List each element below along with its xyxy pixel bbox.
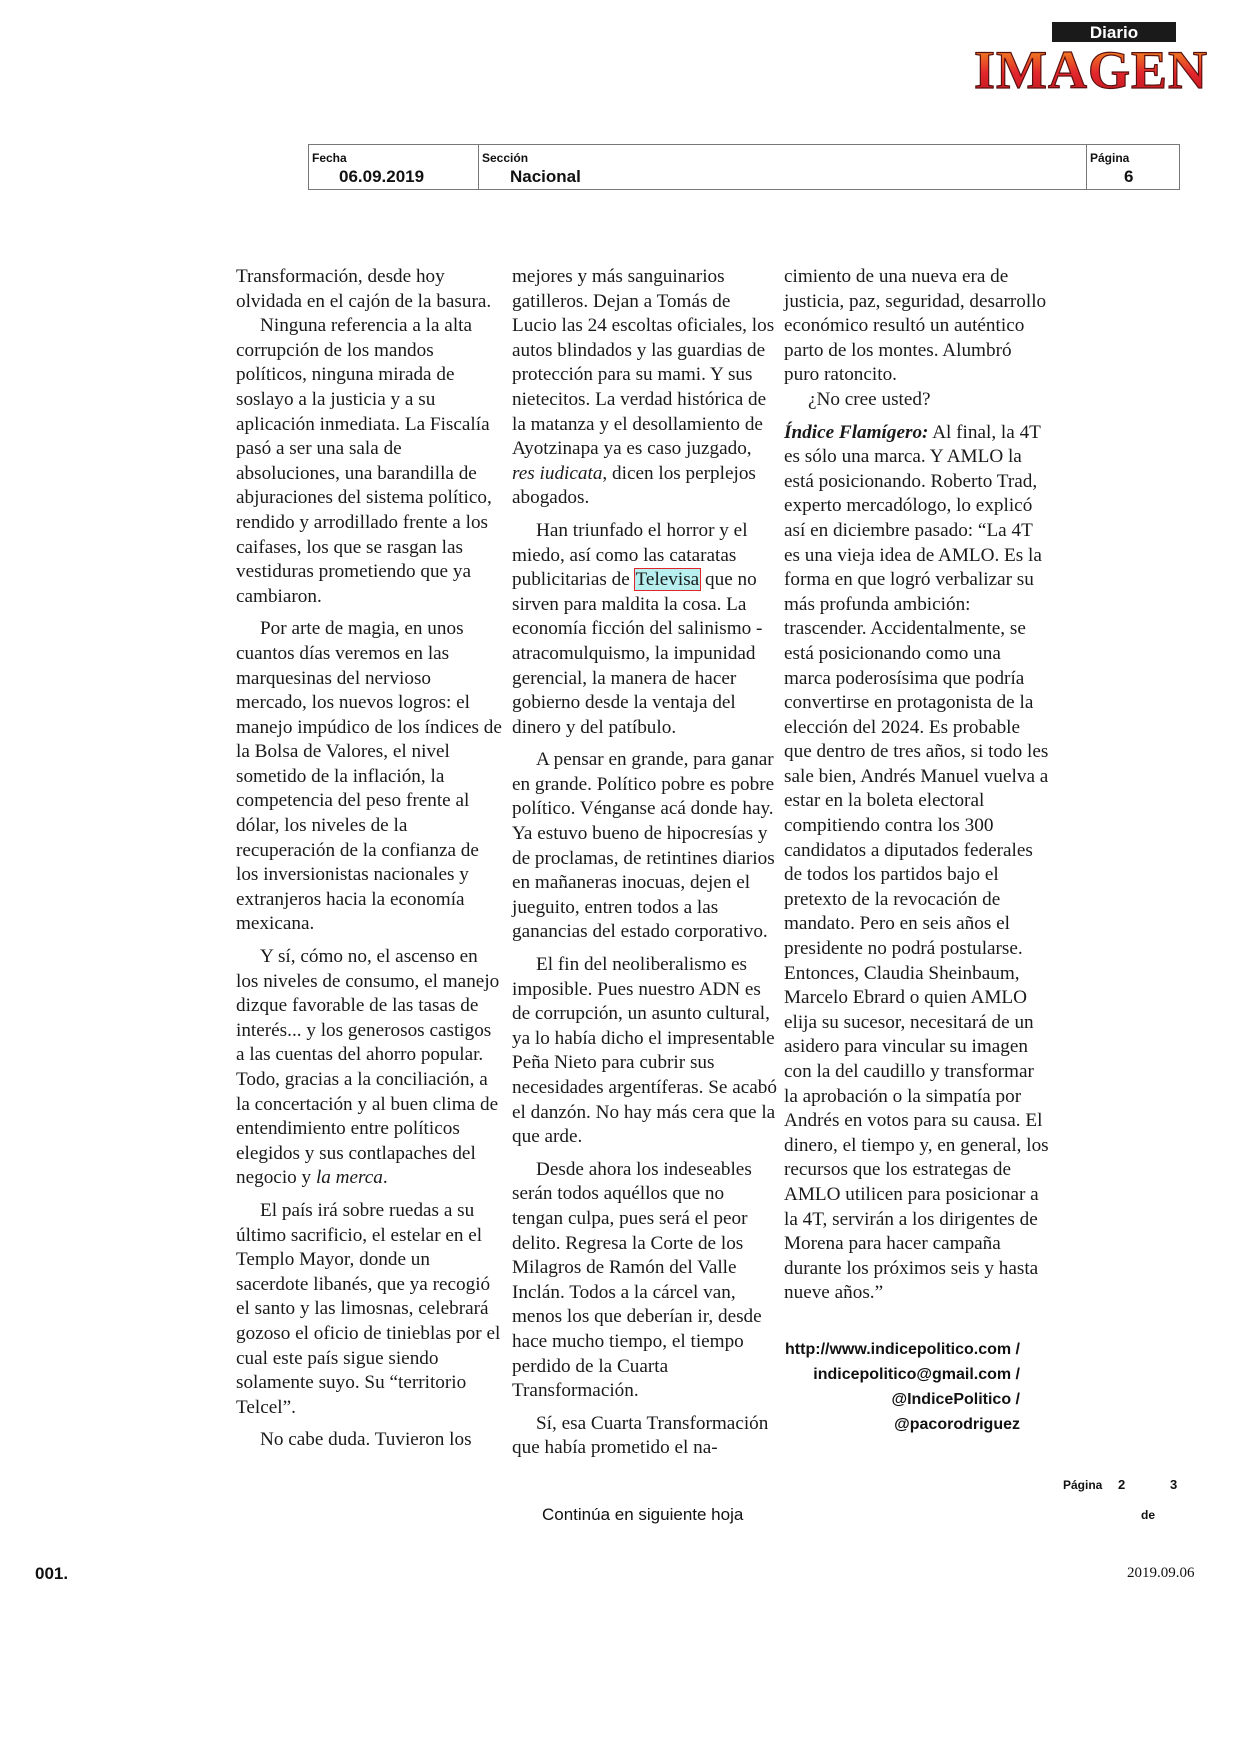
document-code: 001. xyxy=(35,1564,69,1583)
paragraph xyxy=(512,265,778,511)
paragraph-text: Al final, la 4T es sólo una marca. Y AMLO la está posicionando. Roberto Trad, experto mercadólogo, lo explicó así en diciembre pasado: “La 4T es una vieja idea de AMLO. Es la forma en que logró verbalizar su más profunda ambición: trascender. Accidentalmente, se está posicionando como una marca poderosísima que podría convertirse en protagonista de la elección del 2024. Es probable que dentro de tres años, si todo les sale bien, Andrés Manuel vuelva a estar en la boleta electoral compitiendo contra los 300 candidatos a diputados federales de todos los partidos bajo el pretexto de la revocación de mandato. Pero en seis años el presidente no podrá postularse. Entonces, Claudia Sheinbaum, Marcelo Ebrard o quien AMLO elija su sucesor, necesitará de un asidero para vincular su imagen con la del caudillo y transformar la aprobación o la simpatía por Andrés en votos para su causa. El dinero, el tiempo y, en general, los recursos que los estrategas de AMLO utilicen para posicionar a la 4T, servirán a los dirigentes de Morena para hacer campaña durante los próximos seis y hasta nueve años.” xyxy=(784,421,1049,1304)
section-lead: Índice Flamígero: xyxy=(784,421,929,443)
email-link[interactable]: indicepolitico@gmail.com / xyxy=(813,1366,1020,1383)
fecha-value: 06.09.2019 xyxy=(339,167,425,186)
twitter-handle-link[interactable]: @pacorodriguez xyxy=(894,1416,1020,1433)
footer-de-label: de xyxy=(1141,1508,1156,1522)
highlighted-term: Televisa xyxy=(635,569,700,591)
paragraph: ¿No cree usted? xyxy=(808,388,931,410)
cut-line-fragment xyxy=(236,1453,502,1463)
continues-note: Continúa en siguiente hoja xyxy=(542,1505,744,1524)
diario-imagen-logo xyxy=(960,20,1222,92)
fecha-cell xyxy=(309,145,479,189)
metadata-table xyxy=(308,144,1180,190)
paragraph: Ninguna referencia a la alta corrupción de los mandos políticos, ninguna mirada de soslayo a la justicia y a su aplicación inmediata. La Fiscalía pasó a ser una sala de absoluciones, una barandilla de abjuraciones del sistema político, rendido y arrodillado frente a los caifases, los que se rasgan las vestiduras prometiendo que ya cambiaron. xyxy=(236,315,492,607)
paragraph: Transformación, desde hoy olvidada en el cajón de la basura. xyxy=(236,266,492,312)
paragraph xyxy=(784,421,1050,1306)
paragraph: El fin del neoliberalismo es imposible. Pues nuestro ADN es de corrupción, un asunto cultural, ya lo había dicho el impresentable Peña Nieto para cubrir sus necesidades argentíferas. Se acabó el danzón. No hay más cera que la que arde. xyxy=(512,954,777,1148)
paragraph: Sí, esa Cuarta Transformación que había prometido el na- xyxy=(512,1412,769,1459)
paragraph: Y sí, cómo no, el ascenso en los niveles de consumo, el manejo dizque favorable de las tasas de interés... y los generosos castigos a las cuentas del ahorro popular. Todo, gracias a la conciliación, a la concertación y al buen clima de entendimiento entre políticos elegidos y sus contlapaches del negocio y la merca. xyxy=(236,946,500,1189)
author-links xyxy=(760,1337,1020,1437)
pagina-cell xyxy=(1087,145,1179,189)
italic-term: la merca xyxy=(315,1167,383,1189)
pagina-value: 6 xyxy=(1124,167,1134,186)
website-link[interactable]: http://www.indicepolitico.com / xyxy=(785,1341,1020,1358)
paragraph-text: Han triunfado el horror y el miedo, así como las cataratas publicitarias de xyxy=(512,519,748,591)
fecha-label: Fecha xyxy=(312,151,347,165)
footer-date: 2019.09.06 xyxy=(1127,1565,1195,1581)
footer-page-current: 2 xyxy=(1118,1477,1126,1492)
paragraph: A pensar en grande, para ganar en grande. Político pobre es pobre político. Vénganse acá donde hay. Ya estuvo bueno de hipocresías y de proclamas, de retintines diarios en mañaneras inocuas, dejen el jueguito, entren todos a las ganancias del estado corporativo. xyxy=(512,749,775,943)
footer-page-total: 3 xyxy=(1170,1477,1178,1492)
twitter-handle-link[interactable]: @IndicePolitico / xyxy=(891,1391,1020,1408)
italic-term: res iudicata xyxy=(512,462,603,484)
article-column-2 xyxy=(512,265,778,1461)
footer-pagina-label: Página xyxy=(1063,1478,1103,1492)
logo-top-word: Diario xyxy=(1089,23,1139,42)
paragraph-text: mejores y más sanguinarios gatilleros. Dejan a Tomás de Lucio las 24 escoltas oficiales, los autos blindados y las guardias de protección para su mami. Y sus nietecitos. La verdad histórica de la matanza y el desollamiento de Ayotzinapa ya es caso juzgado, xyxy=(512,266,775,460)
paragraph: Por arte de magia, en unos cuantos días veremos en las marquesinas del nervioso mercado, los nuevos logros: el manejo impúdico de los índices de la Bolsa de Valores, el nivel sometido de la inflación, la competencia del peso frente al dólar, los niveles de la recuperación de la confianza de los inversionistas nacionales y extranjeros hacia la economía mexicana. xyxy=(236,618,502,935)
paragraph xyxy=(512,519,778,740)
seccion-label: Sección xyxy=(482,151,529,165)
paragraph-text: Y sí, cómo no, el ascenso en los niveles de consumo, el manejo dizque favorable de las tasas de interés... y los generosos castigos a las cuentas del ahorro popular. Todo, gracias a la conciliación, a la concertación y al buen clima de entendimiento entre políticos elegidos y sus contlapaches del negocio y xyxy=(236,946,500,1189)
paragraph: cimiento de una nueva era de justicia, paz, seguridad, desarrollo económico resultó un auténtico parto de los montes. Alumbró puro ratoncito. xyxy=(784,266,1047,386)
article-column-3 xyxy=(784,265,1050,1306)
paragraph: No cabe duda. Tuvieron los xyxy=(260,1429,472,1451)
logo-main-word: IMAGEN xyxy=(974,40,1208,92)
seccion-value: Nacional xyxy=(510,167,581,186)
paragraph-text: que no sirven para maldita la cosa. La economía ficción del salinismo - atracomulquismo, la impunidad gerencial, la manera de hacer gobierno desde la ventaja del dinero y del patíbulo. xyxy=(512,569,763,738)
paragraph-text: , dicen los perplejos abogados. xyxy=(512,462,756,509)
paragraph: Desde ahora los indeseables serán todos aquéllos que no tengan culpa, pues será el peor delito. Regresa la Corte de los Milagros de Ramón del Valle Inclán. Todos a la cárcel van, menos los que deberían ir, desde hace mucho tiempo, el tiempo perdido de la Cuarta Transformación. xyxy=(512,1158,762,1402)
seccion-cell xyxy=(479,145,1087,189)
paragraph: El país irá sobre ruedas a su último sacrificio, el estelar en el Templo Mayor, donde un sacerdote libanés, que ya recogió el santo y las limosnas, celebrará gozoso el oficio de tinieblas por el cual este país sigue siendo solamente suyo. Su “territorio Telcel”. xyxy=(236,1199,501,1418)
article-column-1 xyxy=(236,265,502,1463)
logo-graphic xyxy=(960,20,1222,92)
pagina-label: Página xyxy=(1090,151,1130,165)
